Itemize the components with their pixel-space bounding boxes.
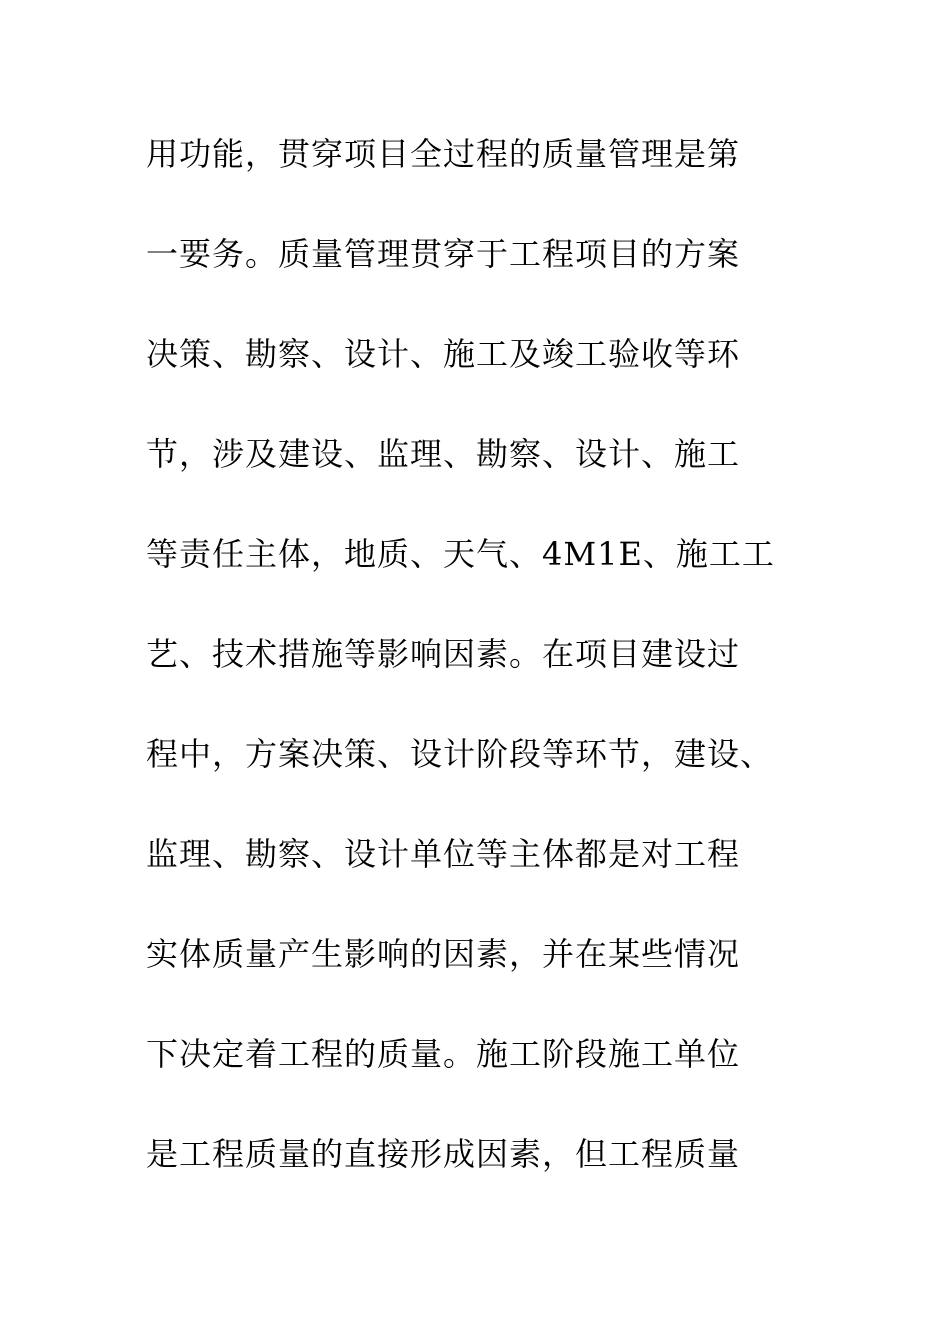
text-line: 一要务。质量管理贯穿于工程项目的方案 bbox=[146, 235, 741, 273]
text-line: 用功能，贯穿项目全过程的质量管理是第 bbox=[146, 135, 741, 173]
body-paragraph bbox=[146, 126, 826, 1226]
text-line: 艺、技术措施等影响因素。在项目建设过 bbox=[146, 635, 741, 673]
text-line: 节，涉及建设、监理、勘察、设计、施工 bbox=[146, 435, 741, 473]
text-line: 下决定着工程的质量。施工阶段施工单位 bbox=[146, 1035, 741, 1073]
text-line: 程中，方案决策、设计阶段等环节，建设、 bbox=[146, 735, 774, 773]
text-line: 决策、勘察、设计、施工及竣工验收等环 bbox=[146, 335, 741, 373]
text-line: 实体质量产生影响的因素，并在某些情况 bbox=[146, 935, 741, 973]
text-line: 等责任主体，地质、天气、4M1E、施工工 bbox=[146, 535, 775, 573]
text-line: 监理、勘察、设计单位等主体都是对工程 bbox=[146, 835, 741, 873]
text-line: 是工程质量的直接形成因素，但工程质量 bbox=[146, 1135, 741, 1173]
